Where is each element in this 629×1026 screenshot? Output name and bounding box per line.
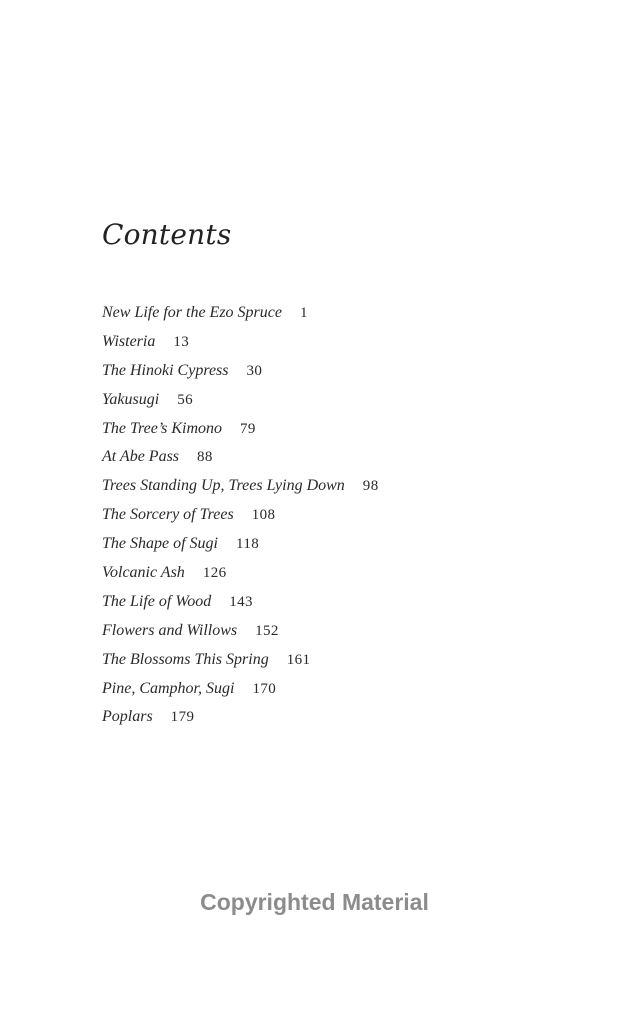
toc-entry-page: 13 (173, 333, 190, 350)
toc-entry (102, 328, 379, 357)
toc-entry (102, 617, 379, 646)
toc-entry (102, 443, 379, 472)
toc-entry-title: Yakusugi (102, 390, 160, 408)
toc-entry-title: Wisteria (102, 332, 156, 350)
toc-entry-title: Pine, Camphor, Sugi (102, 679, 235, 697)
toc-entry-page: 152 (255, 622, 279, 639)
toc-entry-title: Flowers and Willows (102, 621, 238, 639)
contents-heading: Contents (102, 218, 232, 251)
table-of-contents (102, 299, 379, 732)
toc-entry-title: Trees Standing Up, Trees Lying Down (102, 477, 345, 495)
toc-entry (102, 588, 379, 617)
toc-entry-title: Volcanic Ash (102, 564, 185, 582)
toc-entry-title: The Hinoki Cypress (102, 361, 229, 379)
toc-entry-page: 126 (202, 565, 227, 582)
toc-entry-page: 118 (236, 536, 260, 553)
toc-entry-page: 108 (251, 507, 276, 524)
toc-entry (102, 386, 379, 415)
toc-entry-title: The Blossoms This Spring (102, 650, 269, 668)
toc-entry-page: 79 (240, 420, 256, 437)
toc-entry-page: 88 (197, 449, 213, 466)
copyright-watermark: Copyrighted Material (200, 889, 429, 915)
toc-entry-page: 30 (246, 362, 263, 379)
toc-entry (102, 357, 379, 386)
toc-entry-title: The Sorcery of Trees (102, 506, 234, 524)
toc-entry (102, 646, 379, 675)
toc-entry-page: 56 (177, 391, 194, 408)
toc-entry-page: 179 (170, 709, 195, 726)
toc-entry-title: At Abe Pass (102, 448, 180, 466)
toc-entry-title: The Tree’s Kimono (102, 419, 223, 437)
toc-entry-title: The Life of Wood (102, 592, 212, 610)
toc-entry (102, 530, 379, 559)
toc-entry (102, 299, 379, 328)
toc-entry (102, 501, 379, 530)
toc-entry (102, 559, 379, 588)
toc-entry-title: Poplars (102, 708, 153, 726)
toc-entry-page: 1 (299, 305, 308, 321)
toc-entry-title: The Shape of Sugi (102, 535, 218, 553)
toc-entry (102, 703, 379, 732)
toc-entry-page: 98 (362, 478, 379, 495)
toc-entry (102, 415, 379, 444)
toc-entry-page: 161 (286, 651, 311, 668)
toc-entry-page: 143 (229, 593, 253, 610)
toc-entry-title: New Life for the Ezo Spruce (102, 304, 282, 321)
toc-entry (102, 472, 379, 501)
toc-entry (102, 675, 379, 704)
toc-entry-page: 170 (252, 680, 277, 697)
